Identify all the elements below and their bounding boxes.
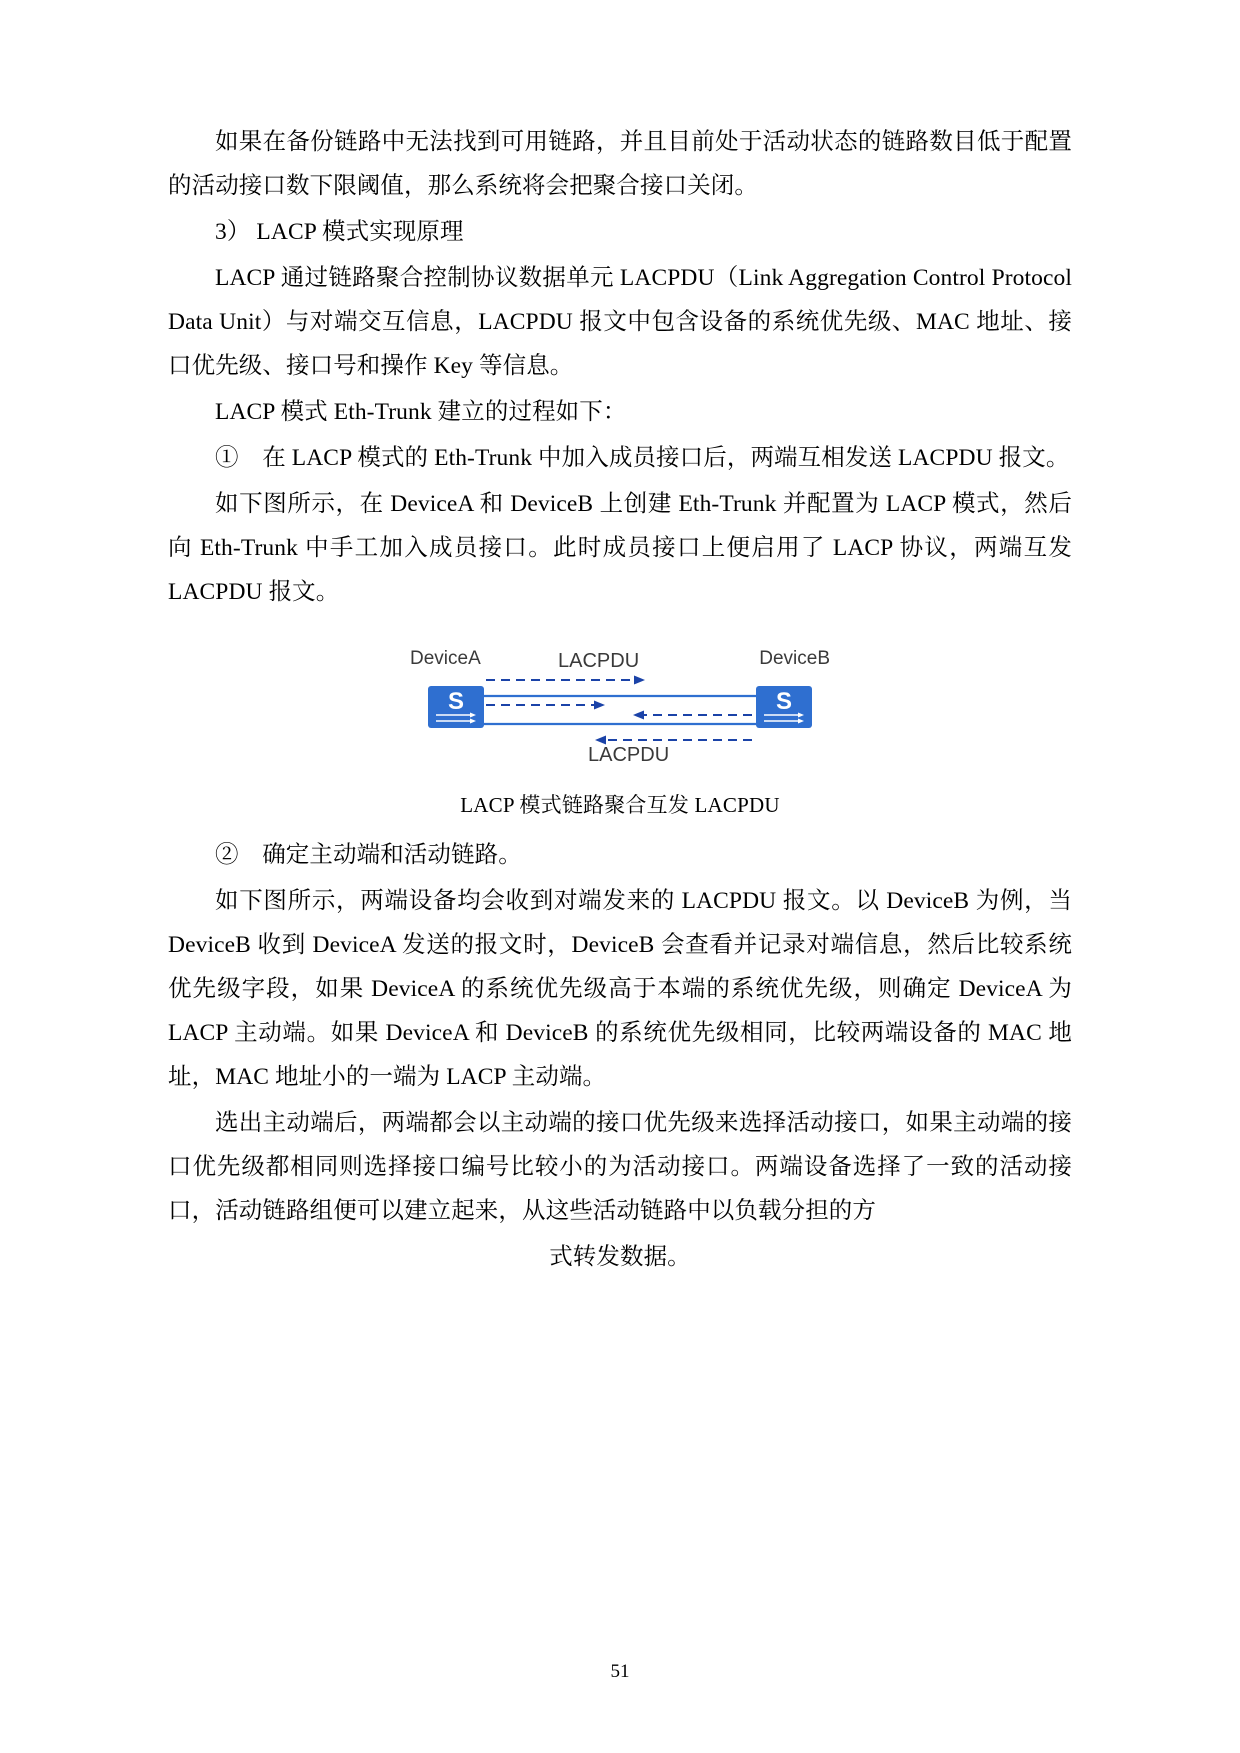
switch-b-letter: S xyxy=(775,688,792,715)
lacpdu-bottom-label: LACPDU xyxy=(588,744,670,766)
paragraph-9: 选出主动端后，两端都会以主动端的接口优先级来选择活动接口，如果主动端的接口优先级都相同则选择接口编号比较小的为活动接口。两端设备选择了一致的活动接口，活动链路组便可以建立起来，从这些活动链路中以负载分担的方 xyxy=(168,1110,1072,1224)
lacpdu-top-label: LACPDU xyxy=(558,650,640,672)
paragraph-heading-lacp-mode: 3） LACP 模式实现原理 xyxy=(215,219,464,245)
lacpdu-link-arrows-icon xyxy=(484,672,756,754)
paragraph-4: LACP 模式 Eth-Trunk 建立的过程如下： xyxy=(215,399,627,425)
switch-device-b xyxy=(756,686,812,728)
paragraph-10: 式转发数据。 xyxy=(549,1244,691,1270)
switch-b-arrows xyxy=(762,711,806,723)
page-number: 51 xyxy=(610,1661,630,1682)
paragraph-5: ① 在 LACP 模式的 Eth-Trunk 中加入成员接口后，两端互相发送 LACPDU 报文。 xyxy=(215,445,1070,471)
paragraph-7: ② 确定主动端和活动链路。 xyxy=(215,842,522,868)
paragraph-1: 如果在备份链路中无法找到可用链路，并且目前处于活动状态的链路数目低于配置的活动接口数下限阈值，那么系统将会把聚合接口关闭。 xyxy=(168,129,1072,199)
figure-canvas xyxy=(410,648,830,773)
switch-a-arrow-icon xyxy=(434,712,478,724)
device-b-label: DeviceB xyxy=(759,648,830,669)
paragraph-6: 如下图所示，在 DeviceA 和 DeviceB 上创建 Eth-Trunk 并配置为 LACP 模式，然后向 Eth-Trunk 中手工加入成员接口。此时成员接口上便启用了 LACP 协议，两端互发 LACPDU 报文。 xyxy=(168,491,1072,605)
paragraph-8: 如下图所示，两端设备均会收到对端发来的 LACPDU 报文。以 DeviceB 为例，当 DeviceB 收到 DeviceA 发送的报文时，DeviceB 会查看并记录对端信息，然后比较系统优先级字段，如果 DeviceA 的系统优先级高于本端的系统优先级，则确定 DeviceA 为 LACP 主动端。如果 DeviceA 和 DeviceB 的系统优先级相同，比较两端设备的 MAC 地址，MAC 地址小的一端为 LACP 主动端。 xyxy=(168,888,1072,1090)
switch-device-a xyxy=(428,686,484,728)
switch-a-letter: S xyxy=(447,688,464,715)
device-a-label: DeviceA xyxy=(410,648,481,669)
switch-a-arrows xyxy=(434,711,478,723)
figure-caption: LACP 模式链路聚合互发 LACPDU xyxy=(460,793,780,817)
switch-b-arrow-icon xyxy=(762,712,806,724)
paragraph-3: LACP 通过链路聚合控制协议数据单元 LACPDU（Link Aggregation Control Protocol Data Unit）与对端交互信息，LACPDU 报文中包含设备的系统优先级、MAC 地址、接口优先级、接口号和操作 Key 等信息。 xyxy=(168,265,1072,379)
figure-lacp-diagram xyxy=(168,648,1072,819)
